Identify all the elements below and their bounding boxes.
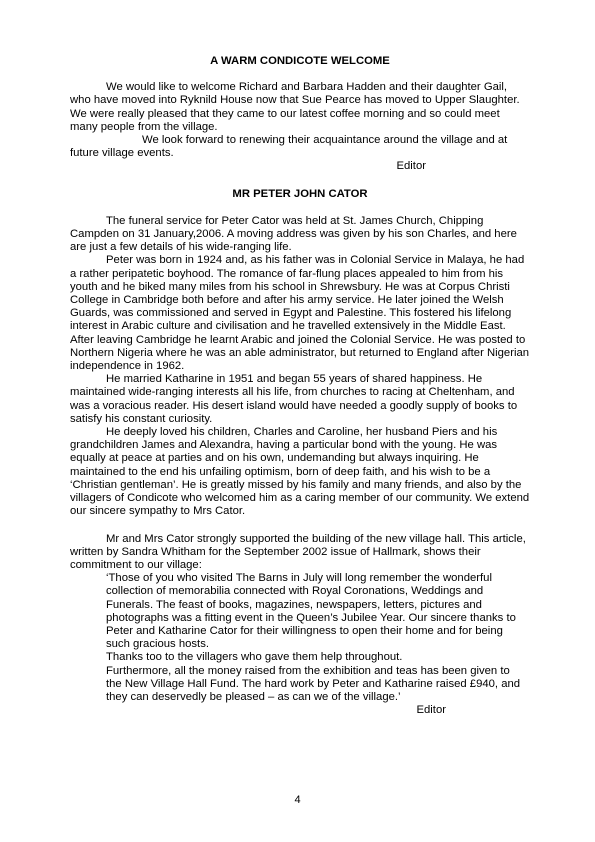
welcome-signature: Editor <box>396 160 426 173</box>
obituary-paragraph-1: The funeral service for Peter Cator was held at St. James Church, Chipping Campden on 31 January,2006. A moving address was given by his son Charles, and here are just a few details of his wide-ranging life. <box>70 214 517 254</box>
document-page <box>70 55 530 717</box>
hallmark-quote <box>106 572 526 704</box>
welcome-heading: A WARM CONDICOTE WELCOME <box>210 55 390 67</box>
obituary-heading: MR PETER JOHN CATOR <box>232 187 368 200</box>
quote-paragraph-1: ‘Those of you who visited The Barns in July will long remember the wonderful collection of memorabilia connected with Royal Coronations, Weddings and Funerals. The feast of books, magazines, newspapers, letters, pictures and photographs was a fitting event in the Queen’s Jubilee Year. Our sincere thanks to Peter and Katharine Cator for their willingness to open their home and for being such gracious hosts. <box>106 572 516 651</box>
welcome-paragraph-2: We look forward to renewing their acquaintance around the village and at future village events. <box>70 134 508 160</box>
obituary-paragraph-2: Peter was born in 1924 and, as his father was in Colonial Service in Malaya, he had a rather peripatetic boyhood. The romance of far-flung places appealed to him from his youth and he biked many miles from his school in Shrewsbury. He was at Corpus Christi College in Cambridge both before and after his army service. He later joined the Welsh Guards, was commissioned and served in Egypt and Palestine. This fostered his lifelong interest in Arabic culture and civilisation and he travelled extensively in the Middle East. After leaving Cambridge he learnt Arabic and joined the Colonial Service. He was posted to Northern Nigeria where he was an able administrator, but returned to England after Nigerian independence in 1962. <box>70 254 530 373</box>
quote-paragraph-3: Furthermore, all the money raised from the exhibition and teas has been given to the New Village Hall Fund. The hard work by Peter and Katharine raised £940, and they can deservedly be pleased – as can we of the village.’ <box>106 664 521 703</box>
page-number: 4 <box>294 794 301 806</box>
quote-paragraph-2: Thanks too to the villagers who gave them help throughout. <box>106 651 403 664</box>
quote-signature: Editor <box>416 704 446 717</box>
obituary-paragraph-4: He deeply loved his children, Charles and Caroline, her husband Piers and his grandchildren James and Alexandra, having a particular bond with the young. He was equally at peace at parties and on his own, undemanding but always inquiring. He maintained to the end his unfailing optimism, born of deep faith, and his wish to be a ‘Christian gentleman’. He is greatly missed by his family and many friends, and also by the villagers of Condicote who welcomed him as a caring member of our community. We extend our sincere sympathy to Mrs Cator. <box>70 426 530 518</box>
welcome-paragraph-1: We would like to welcome Richard and Barbara Hadden and their daughter Gail, who have moved into Ryknild House now that Sue Pearce has moved to Upper Slaughter. We were really pleased that they came to our latest coffee morning and so could meet many people from the village. <box>70 81 520 133</box>
obituary-paragraph-5: Mr and Mrs Cator strongly supported the building of the new village hall. This article, written by Sandra Whitham for the September 2002 issue of Hallmark, shows their commitment to our village: <box>70 532 526 571</box>
obituary-paragraph-3: He married Katharine in 1951 and began 55 years of shared happiness. He maintained wide-ranging interests all his life, from churches to racing at Cheltenham, and was a voracious reader. His desert island would have needed a goodly supply of books to satisfy his constant curiosity. <box>70 373 518 425</box>
